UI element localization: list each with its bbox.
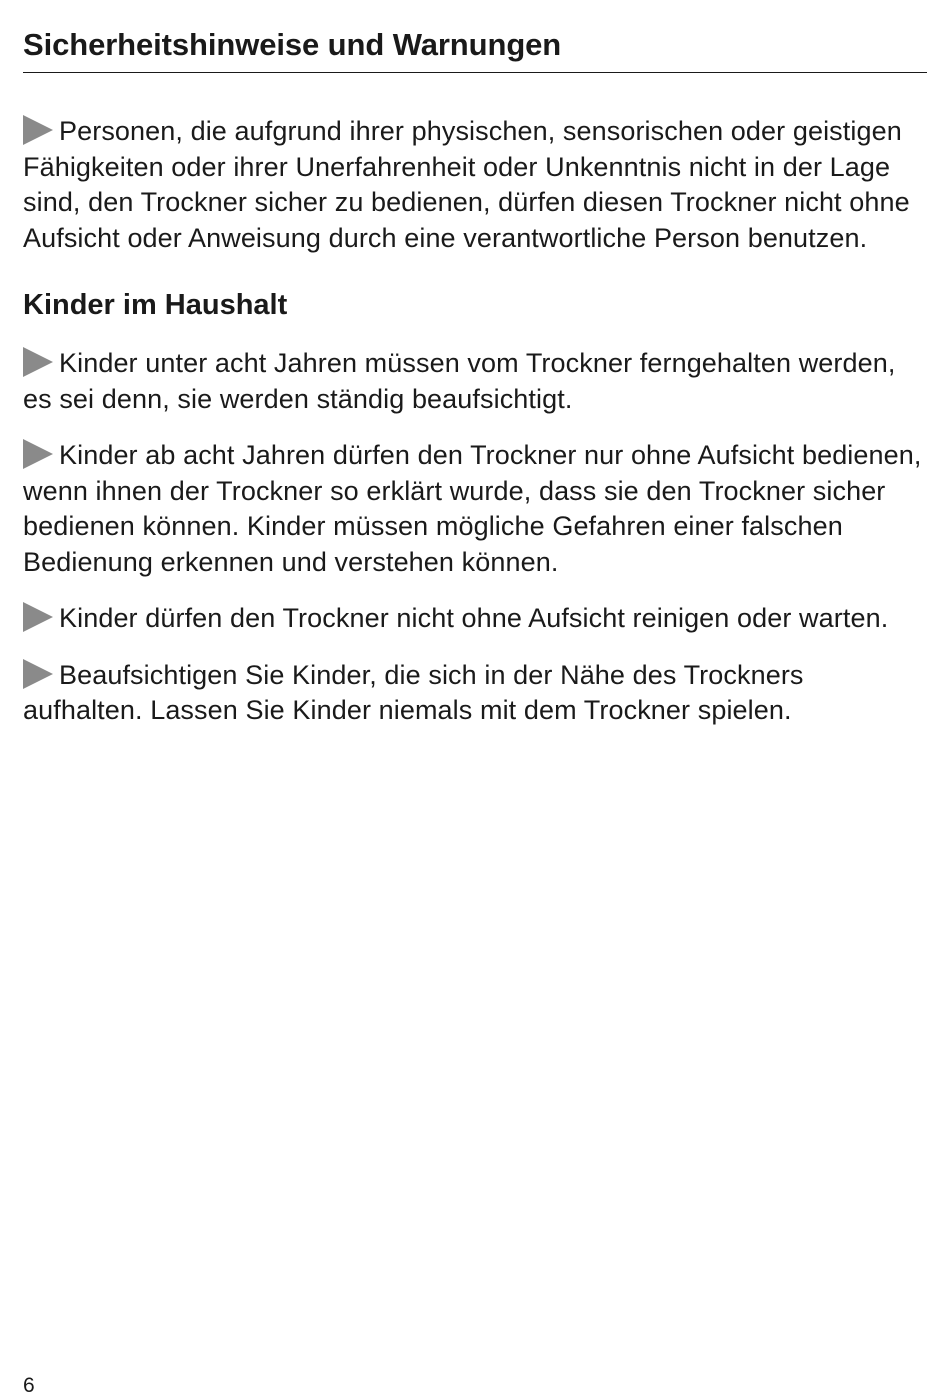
list-item	[23, 438, 927, 580]
page-title: Sicherheitshinweise und Warnungen	[23, 27, 562, 62]
triangle-right-icon	[23, 439, 53, 469]
intro-paragraph	[23, 114, 927, 256]
section-heading: Kinder im Haushalt	[23, 289, 288, 321]
triangle-right-icon	[23, 602, 53, 632]
page-number: 6	[23, 1374, 35, 1397]
triangle-right-icon	[23, 347, 53, 377]
paragraph-text: Kinder dürfen den Trockner nicht ohne Aufsicht reinigen oder warten.	[59, 603, 889, 633]
list-item	[23, 601, 927, 637]
paragraph-text: Kinder ab acht Jahren dürfen den Trockner nur ohne Aufsicht bedienen, wenn ihnen der Trockner so erklärt wurde, dass sie den Trockner sicher bedienen können. Kinder müssen mögliche Gefahren einer falschen Bedienung erkennen und verstehen können.	[23, 440, 922, 577]
list-item	[23, 346, 927, 417]
paragraph-text: Kinder unter acht Jahren müssen vom Trockner ferngehalten werden, es sei denn, sie werden ständig beaufsichtigt.	[23, 348, 896, 414]
triangle-right-icon	[23, 659, 53, 689]
list-item	[23, 658, 927, 729]
document-body	[23, 114, 927, 750]
page-header	[23, 26, 927, 73]
paragraph-text: Personen, die aufgrund ihrer physischen, sensorischen oder geistigen Fähigkeiten oder ihrer Unerfahrenheit oder Unkenntnis nicht in der Lage sind, den Trockner sicher zu bedienen, dürfen diesen Trockner nicht ohne Aufsicht oder Anweisung durch eine verantwortliche Person benutzen.	[23, 116, 910, 253]
triangle-right-icon	[23, 115, 53, 145]
paragraph-text: Beaufsichtigen Sie Kinder, die sich in der Nähe des Trockners aufhalten. Lassen Sie Kinder niemals mit dem Trockner spielen.	[23, 659, 804, 725]
